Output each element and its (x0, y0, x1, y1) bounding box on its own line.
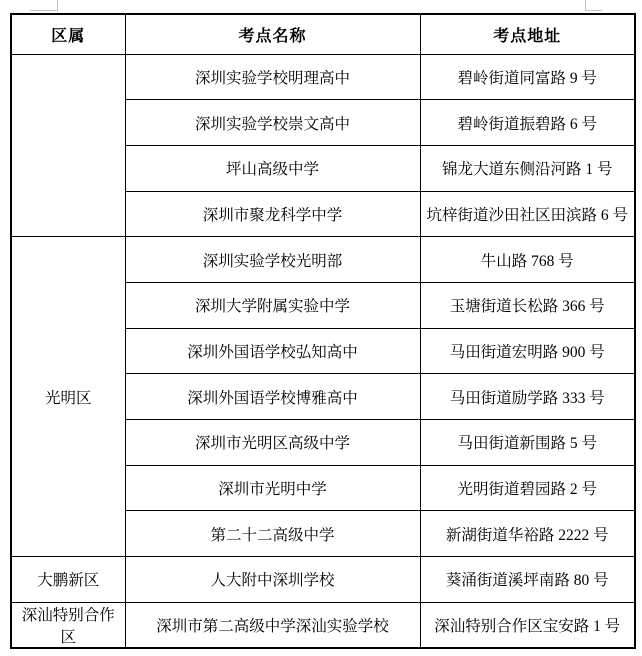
header-row (11, 14, 635, 54)
site-name-cell: 深圳市第二高级中学深汕实验学校 (125, 602, 420, 648)
site-name-cell: 深圳实验学校光明部 (125, 237, 420, 283)
site-name-cell: 深圳市光明中学 (125, 465, 420, 511)
site-name-cell: 深圳市光明区高级中学 (125, 420, 420, 466)
site-name-cell: 深圳外国语学校弘知高中 (125, 328, 420, 374)
site-name-cell: 深圳实验学校明理高中 (125, 54, 420, 100)
site-name-cell: 深圳市聚龙科学中学 (125, 191, 420, 237)
table-row (11, 54, 635, 100)
site-name-cell: 坪山高级中学 (125, 145, 420, 191)
district-cell: 光明区 (11, 237, 125, 557)
site-name-cell: 深圳大学附属实验中学 (125, 282, 420, 328)
site-name-cell: 深圳外国语学校博雅高中 (125, 374, 420, 420)
crop-artifact-right (585, 0, 602, 11)
district-cell: 深汕特别合作区 (11, 602, 125, 648)
table-body (11, 54, 635, 648)
site-address-cell: 马田街道励学路 333 号 (420, 374, 635, 420)
site-name-cell: 深圳实验学校崇文高中 (125, 100, 420, 146)
table-row (11, 237, 635, 283)
site-address-cell: 碧岭街道同富路 9 号 (420, 54, 635, 100)
col-header-site-name: 考点名称 (125, 14, 420, 54)
site-address-cell: 新湖街道华裕路 2222 号 (420, 511, 635, 557)
table-row (11, 557, 635, 603)
site-address-cell: 葵涌街道溪坪南路 80 号 (420, 557, 635, 603)
site-address-cell: 马田街道宏明路 900 号 (420, 328, 635, 374)
site-name-cell: 人大附中深圳学校 (125, 557, 420, 603)
site-address-cell: 光明街道碧园路 2 号 (420, 465, 635, 511)
district-cell (11, 54, 125, 237)
table-header (11, 14, 635, 54)
site-address-cell: 牛山路 768 号 (420, 237, 635, 283)
crop-artifact-left (30, 0, 58, 11)
col-header-site-address: 考点地址 (420, 14, 635, 54)
site-address-cell: 坑梓街道沙田社区田滨路 6 号 (420, 191, 635, 237)
site-address-cell: 碧岭街道振碧路 6 号 (420, 100, 635, 146)
table-row (11, 602, 635, 648)
site-address-cell: 玉塘街道长松路 366 号 (420, 282, 635, 328)
site-address-cell: 深汕特别合作区宝安路 1 号 (420, 602, 635, 648)
exam-sites-table (10, 13, 636, 649)
col-header-district: 区属 (11, 14, 125, 54)
site-address-cell: 马田街道新围路 5 号 (420, 420, 635, 466)
district-cell: 大鹏新区 (11, 557, 125, 603)
site-name-cell: 第二十二高级中学 (125, 511, 420, 557)
site-address-cell: 锦龙大道东侧沿河路 1 号 (420, 145, 635, 191)
